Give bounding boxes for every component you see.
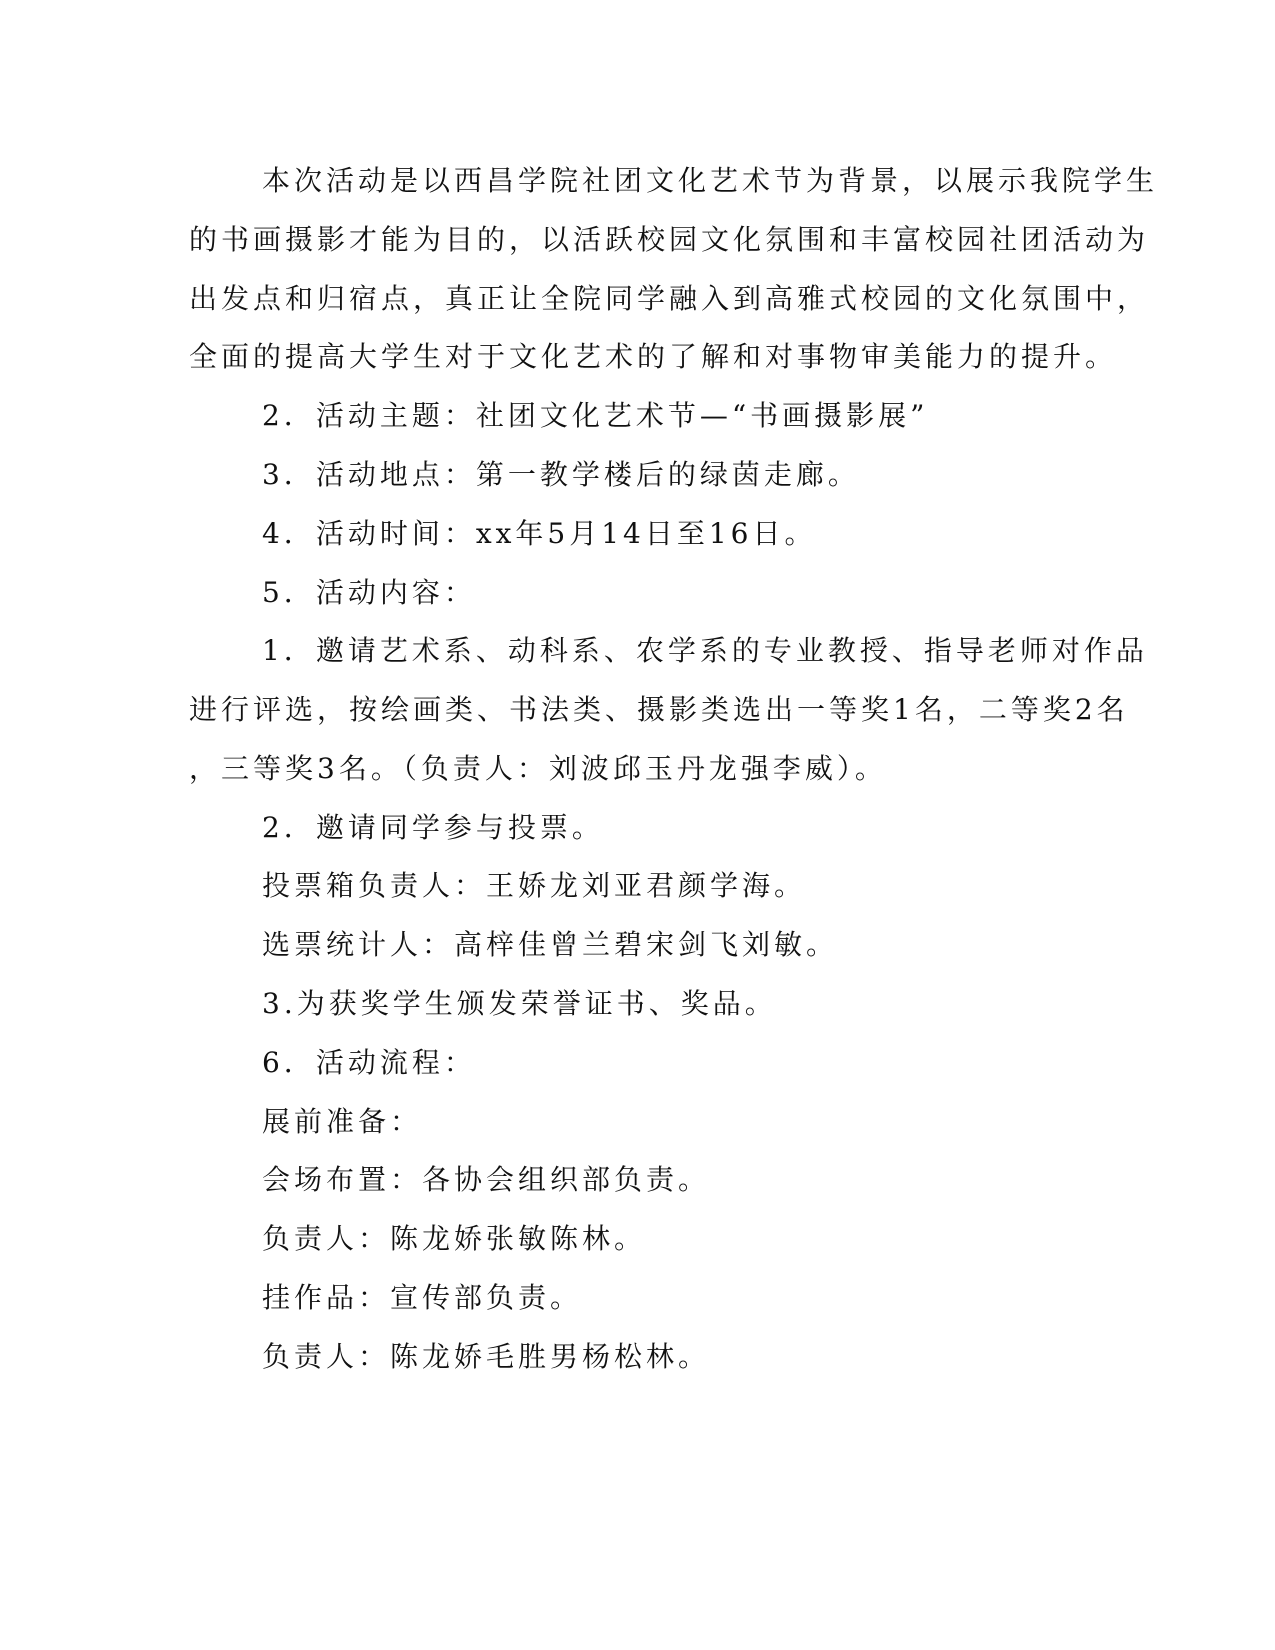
paragraph-line: 1．邀请艺术系、动科系、农学系的专业教授、指导老师对作品: [262, 634, 1148, 667]
paragraph-line: 会场布置：各协会组织部负责。: [262, 1163, 711, 1196]
paragraph-line: 负责人：陈龙娇张敏陈林。: [262, 1222, 647, 1255]
paragraph-line: 进行评选，按绘画类、书法类、摄影类选出一等奖1名，二等奖2名: [189, 693, 1129, 726]
paragraph-line: ，三等奖3名。（负责人：刘波邱玉丹龙强李威）。: [189, 752, 887, 785]
paragraph-line: 挂作品：宣传部负责。: [262, 1281, 583, 1314]
section-heading: 6．活动流程：: [262, 1046, 476, 1079]
paragraph-line: 本次活动是以西昌学院社团文化艺术节为背景，以展示我院学生: [262, 164, 1159, 197]
paragraph-line: 全面的提高大学生对于文化艺术的了解和对事物审美能力的提升。: [189, 340, 1118, 373]
paragraph-line: 展前准备：: [262, 1105, 423, 1138]
paragraph-line: 出发点和归宿点，真正让全院同学融入到高雅式校园的文化氛围中，: [189, 282, 1150, 315]
paragraph-line: 的书画摄影才能为目的，以活跃校园文化氛围和丰富校园社团活动为: [189, 223, 1150, 256]
paragraph-line: 负责人：陈龙娇毛胜男杨松林。: [262, 1340, 711, 1373]
section-heading: 3．活动地点：第一教学楼后的绿茵走廊。: [262, 458, 860, 491]
paragraph-line: 2．邀请同学参与投票。: [262, 811, 604, 844]
paragraph-line: 选票统计人：高梓佳曾兰碧宋剑飞刘敏。: [262, 928, 839, 961]
paragraph-line: 投票箱负责人：王娇龙刘亚君颜学海。: [262, 869, 807, 902]
paragraph-line: 3.为获奖学生颁发荣誉证书、奖品。: [262, 987, 777, 1020]
section-heading: 4．活动时间：xx年5月14日至16日。: [262, 517, 817, 550]
section-heading: 2．活动主题：社团文化艺术节—“书画摄影展”: [262, 399, 929, 432]
section-heading: 5．活动内容：: [262, 576, 476, 609]
